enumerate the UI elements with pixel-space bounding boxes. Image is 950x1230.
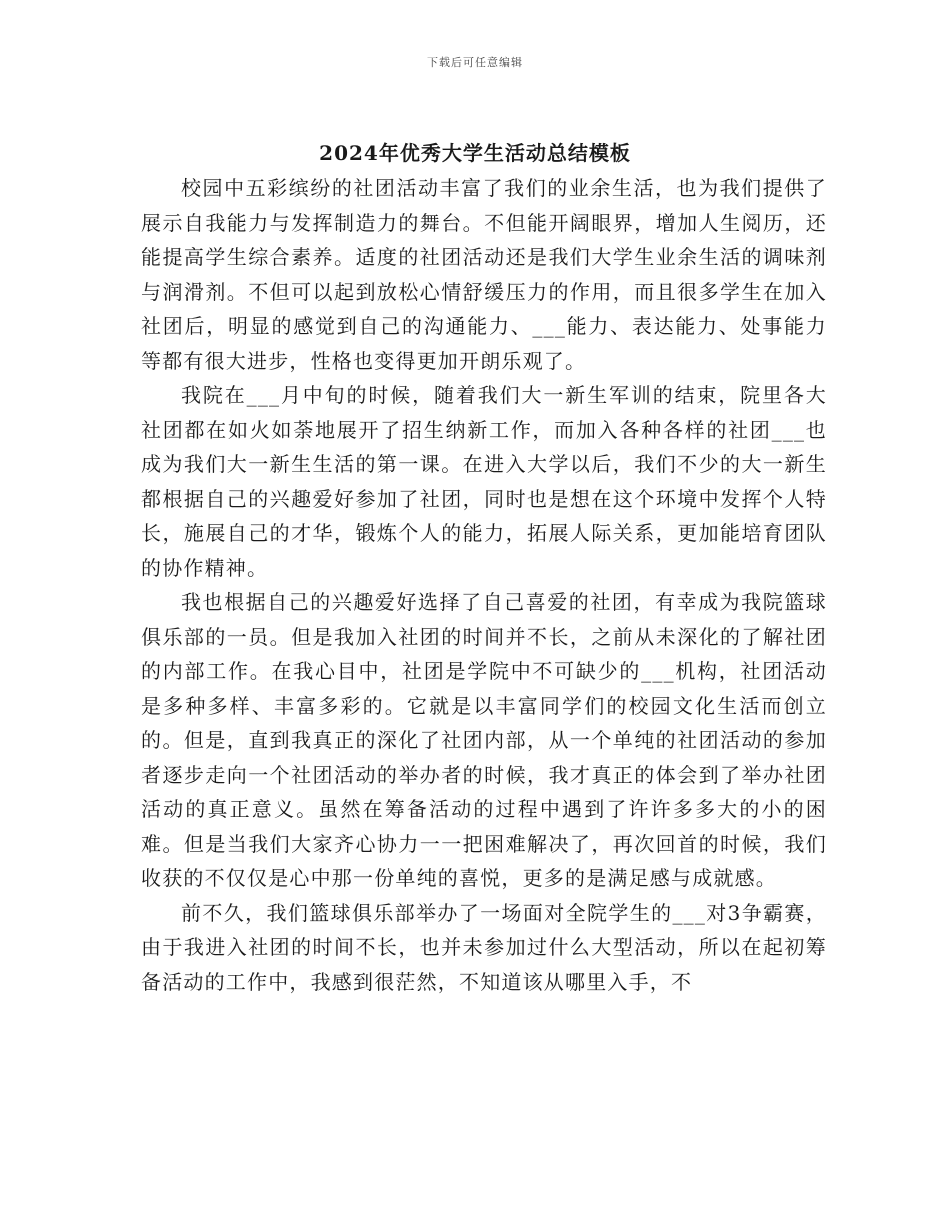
page-header-note: 下载后可任意编辑 — [427, 56, 523, 69]
document-title: 2024年优秀大学生活动总结模板 — [319, 141, 631, 166]
paragraph-3: 我也根据自己的兴趣爱好选择了自己喜爱的社团，有幸成为我院篮球俱乐部的一员。但是我加入社团的时间并不长，之前从未深化的了解社团的内部工作。在我心目中，社团是学院中不可缺少的___机构，社团活动是多种多样、丰富多彩的。它就是以丰富同学们的校园文化生活而创立的。但是，直到我真正的深化了社团内部，从一个单纯的社团活动的参加者逐步走向一个社团活动的举办者的时候，我才真正的体会到了举办社团活动的真正意义。虽然在筹备活动的过程中遇到了许许多多大的小的困难。但是当我们大家齐心协力一一把困难解决了，再次回首的时候，我们收获的不仅仅是心中那一份单纯的喜悦，更多的是满足感与成就感。 — [141, 590, 827, 890]
paragraph-1: 校园中五彩缤纷的社团活动丰富了我们的业余生活，也为我们提供了展示自我能力与发挥制造力的舞台。不但能开阔眼界，增加人生阅历，还能提高学生综合素养。适度的社团活动还是我们大学生业余生活的调味剂与润滑剂。不但可以起到放松心情舒缓压力的作用，而且很多学生在加入社团后，明显的感觉到自己的沟通能力、___能力、表达能力、处事能力等都有很大进步，性格也变得更加开朗乐观了。 — [141, 176, 827, 373]
paragraph-2: 我院在___月中旬的时候，随着我们大一新生军训的结束，院里各大社团都在如火如荼地展开了招生纳新工作，而加入各种各样的社团___也成为我们大一新生生活的第一课。在进入大学以后，我们不少的大一新生都根据自己的兴趣爱好参加了社团，同时也是想在这个环境中发挥个人特长，施展自己的才华，锻炼个人的能力，拓展人际关系，更加能培育团队的协作精神。 — [141, 383, 827, 580]
paragraph-4: 前不久，我们篮球俱乐部举办了一场面对全院学生的___对3争霸赛，由于我进入社团的时间不长，也并未参加过什么大型活动，所以在起初筹备活动的工作中，我感到很茫然，不知道该从哪里入手，不 — [141, 900, 827, 994]
document-body — [141, 171, 827, 999]
